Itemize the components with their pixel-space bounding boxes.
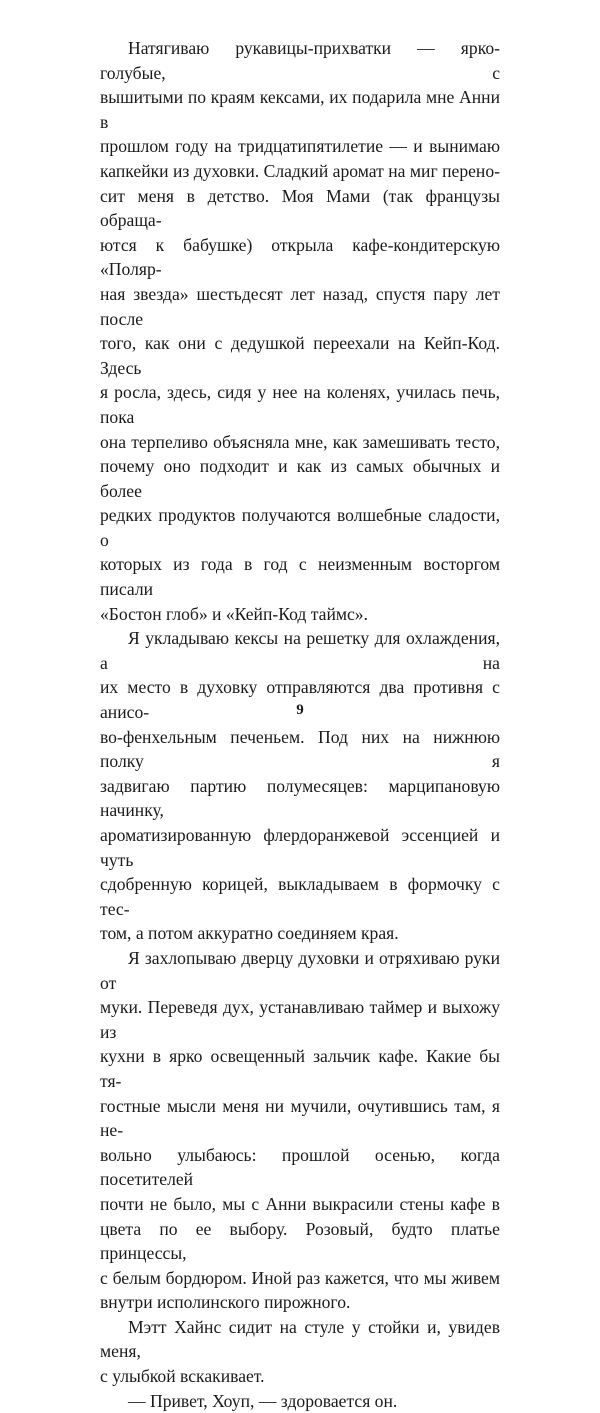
text-line: задвигаю партию полумесяцев: марципановую начинку, xyxy=(100,775,500,821)
text-line: ароматизированную флердоранжевой эссенцией и чуть xyxy=(100,825,500,870)
text-line: во-фенхельным печеньем. Под них на нижнюю полку я xyxy=(100,726,500,772)
text-line: сдобренную корицей, выкладываем в формочку с тес- xyxy=(100,874,500,919)
text-line: ная звезда» шестьдесят лет назад, спустя пару лет после xyxy=(100,283,500,329)
text-line: почти не было, мы с Анни выкрасили стены кафе в xyxy=(100,1193,500,1214)
paragraph xyxy=(100,946,500,1315)
text-line: Натягиваю рукавицы-прихватки — ярко-голубые, с xyxy=(100,38,500,83)
text-line: того, как они с дедушкой переехали на Кейп-Код. Здесь xyxy=(100,333,500,378)
text-line: с улыбкой вскакивает. xyxy=(100,1366,265,1387)
text-line: ются к бабушке) открыла кафе-кондитерскую «Поляр- xyxy=(100,234,500,280)
text-line: Я захлопываю дверцу духовки и отряхиваю руки от xyxy=(100,947,500,993)
page-number: 9 xyxy=(296,702,304,718)
text-line: кухни в ярко освещенный зальчик кафе. Какие бы тя- xyxy=(100,1046,500,1091)
paragraph xyxy=(100,1315,500,1389)
text-line: с белым бордюром. Иной раз кажется, что мы живем xyxy=(100,1267,500,1288)
text-line: «Бостон глоб» и «Кейп-Код таймс». xyxy=(100,603,368,624)
text-line: которых из года в год с неизменным восторгом писали xyxy=(100,554,500,600)
text-line: почему оно подходит и как из самых обычных и более xyxy=(100,456,500,501)
text-line: капкейки из духовки. Сладкий аромат на миг перено- xyxy=(100,160,500,181)
text-line: Мэтт Хайнс сидит на стуле у стойки и, увидев меня, xyxy=(100,1316,500,1362)
paragraph xyxy=(100,626,500,946)
text-line: том, а потом аккуратно соединяем края. xyxy=(100,923,399,944)
text-line: сит меня в детство. Моя Мами (так французы обраща- xyxy=(100,185,500,231)
text-line: Я укладываю кексы на решетку для охлаждения, а на xyxy=(100,628,500,673)
text-line: она терпеливо объясняла мне, как замешивать тесто, xyxy=(100,431,500,452)
paragraph xyxy=(100,36,500,626)
text-line: их место в духовку отправляются два противня с анисо- xyxy=(100,677,500,723)
text-line: — Привет, Хоуп, — здоровается он. xyxy=(128,1390,398,1411)
text-line: прошлом году на тридцатипятилетие — и вынимаю xyxy=(100,136,500,157)
text-line: гостные мысли меня ни мучили, очутившись там, я не- xyxy=(100,1095,500,1141)
body-text xyxy=(100,36,500,1413)
paragraph xyxy=(100,1389,500,1413)
text-line: цвета по ее выбору. Розовый, будто платье принцессы, xyxy=(100,1218,500,1264)
text-line: муки. Переведя дух, устанавливаю таймер и выхожу из xyxy=(100,997,500,1042)
text-line: я росла, здесь, сидя у нее на коленях, училась печь, пока xyxy=(100,382,500,427)
text-line: вышитыми по краям кексами, их подарила мне Анни в xyxy=(100,87,500,132)
text-line: редких продуктов получаются волшебные сладости, о xyxy=(100,505,500,550)
text-line: внутри исполинского пирожного. xyxy=(100,1292,351,1313)
text-line: вольно улыбаюсь: прошлой осенью, когда посетителей xyxy=(100,1144,500,1190)
